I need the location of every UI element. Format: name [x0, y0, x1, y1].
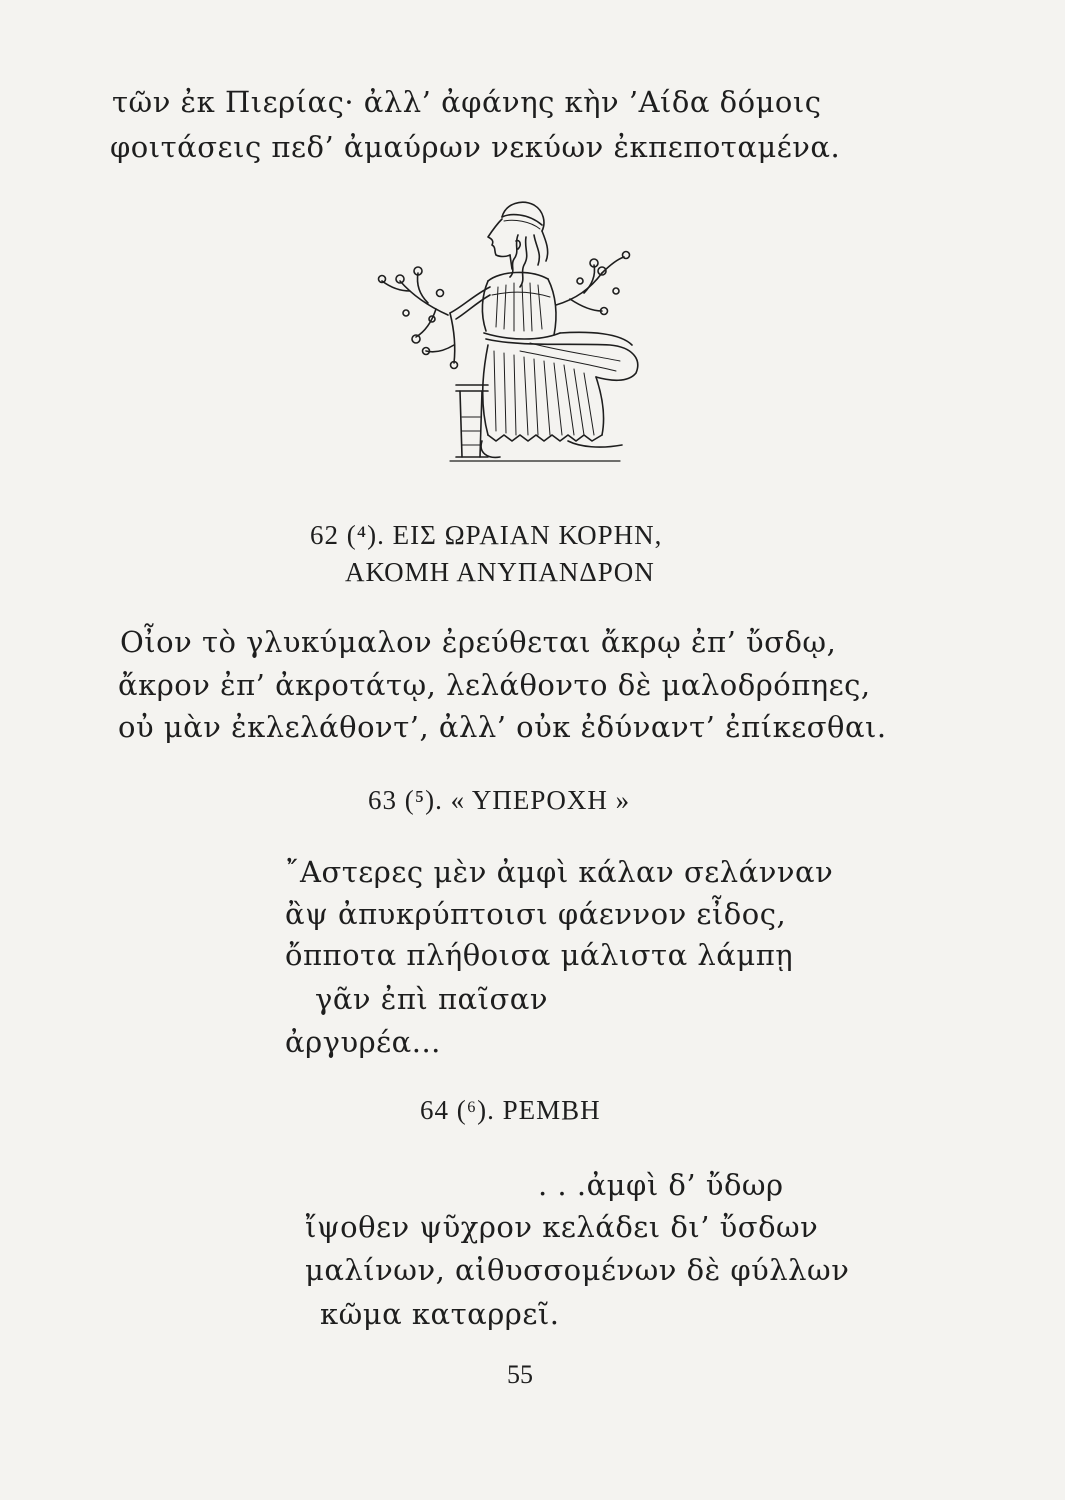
poem-62-heading-line-2: ΑΚΟΜΗ ΑΝΥΠΑΝΔΡΟΝ	[345, 557, 655, 587]
poem-62-line-1: Οἶον τὸ γλυκύμαλον ἐρεύθεται ἄκρῳ ἐπ’ ὔσδῳ,	[120, 625, 837, 659]
poem-62-heading-line-1: 62 (⁴). ΕΙΣ ΩΡΑΙΑΝ ΚΟΡΗΝ,	[310, 520, 663, 550]
poem-63-line-3: ὄπποτα πλήθοισα μάλιστα λάμπῃ	[285, 938, 794, 972]
poem-64-line-4: κῶμα καταρρεῖ.	[320, 1297, 560, 1331]
poem-62-line-2: ἄκρον ἐπ’ ἀκροτάτῳ, λελάθοντο δὲ μαλοδρόπηες,	[118, 668, 871, 702]
intro-verse-line-1: τῶν ἐκ Πιερίας· ἀλλ’ ἀφάνης κὴν ’Αίδα δόμοις	[112, 85, 822, 119]
page-number: 55	[507, 1360, 533, 1389]
intro-verse-line-2: φοιτάσεις πεδ’ ἀμαύρων νεκύων ἐκπεποταμένα.	[110, 130, 841, 164]
poem-63-heading: 63 (⁵). « ΥΠΕΡΟΧΗ »	[368, 785, 631, 815]
poem-63-line-5: ἀργυρέα...	[285, 1025, 441, 1059]
poem-63-line-4: γᾶν ἐπὶ παῖσαν	[315, 982, 548, 1016]
poem-64-line-3: μαλίνων, αἰθυσσομένων δὲ φύλλων	[305, 1253, 850, 1287]
poem-62-line-3: οὐ μὰν ἐκλελάθοντ’, ἀλλ’ οὐκ ἐδύναντ’ ἐπίκεσθαι.	[118, 710, 887, 744]
poem-64-heading: 64 (⁶). ΡΕΜΒΗ	[420, 1095, 601, 1125]
poem-63-line-2: ἂψ ἀπυκρύπτοισι φάεννον εἶδος,	[285, 897, 787, 931]
poem-64-line-1: . . .ἀμφὶ δ’ ὔδωρ	[538, 1168, 784, 1202]
poem-63-line-1: ῎Αστερες μὲν ἀμφὶ κάλαν σελάνναν	[285, 855, 834, 889]
seated-woman-vase-painting-icon	[370, 195, 660, 470]
poem-64-line-2: ἴψοθεν ψῦχρον κελάδει δι’ ὔσδων	[305, 1210, 819, 1244]
